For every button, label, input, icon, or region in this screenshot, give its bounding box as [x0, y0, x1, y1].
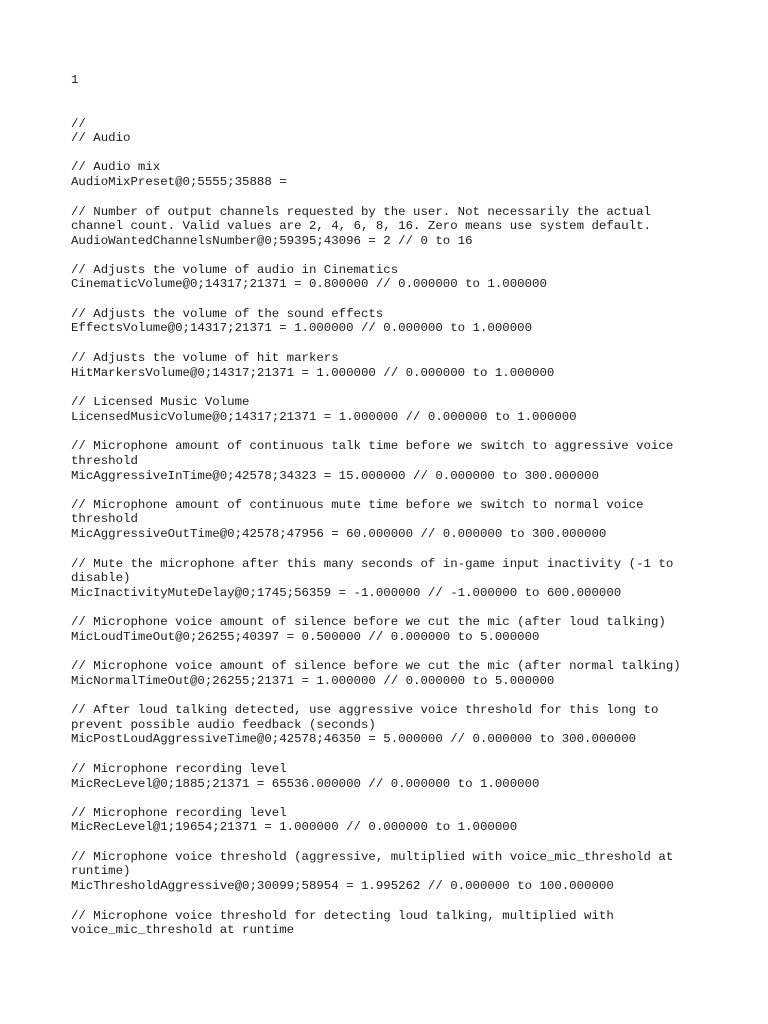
comment-line: channel count. Valid values are 2, 4, 6, 8, 16. Zero means use system default.	[71, 219, 651, 233]
page-number: 1	[71, 73, 79, 87]
comment-line: // Adjusts the volume of audio in Cinematics	[71, 263, 399, 277]
setting-line: MicRecLevel@1;19654;21371 = 1.000000 // 0.000000 to 1.000000	[71, 820, 518, 834]
setting-line: MicPostLoudAggressiveTime@0;42578;46350 = 5.000000 // 0.000000 to 300.000000	[71, 732, 637, 746]
comment-line: // Microphone voice amount of silence before we cut the mic (after normal talking)	[71, 659, 681, 673]
setting-line: MicAggressiveOutTime@0;42578;47956 = 60.000000 // 0.000000 to 300.000000	[71, 527, 607, 541]
comment-line: // Mute the microphone after this many seconds of in-game input inactivity (-1 to	[71, 557, 674, 571]
setting-line: MicThresholdAggressive@0;30099;58954 = 1.995262 // 0.000000 to 100.000000	[71, 879, 614, 893]
comment-line: // Microphone voice amount of silence before we cut the mic (after loud talking)	[71, 615, 666, 629]
comment-line: // Microphone voice threshold for detecting loud talking, multiplied with	[71, 909, 614, 923]
setting-line: HitMarkersVolume@0;14317;21371 = 1.000000 // 0.000000 to 1.000000	[71, 366, 555, 380]
setting-line: EffectsVolume@0;14317;21371 = 1.000000 // 0.000000 to 1.000000	[71, 321, 533, 335]
setting-line: AudioMixPreset@0;5555;35888 =	[71, 175, 287, 189]
comment-line: // Adjusts the volume of the sound effects	[71, 307, 384, 321]
setting-line: MicNormalTimeOut@0;26255;21371 = 1.000000 // 0.000000 to 5.000000	[71, 674, 555, 688]
comment-line: threshold	[71, 512, 138, 526]
setting-line: MicLoudTimeOut@0;26255;40397 = 0.500000 // 0.000000 to 5.000000	[71, 630, 540, 644]
comment-line: disable)	[71, 571, 131, 585]
comment-line: voice_mic_threshold at runtime	[71, 923, 295, 937]
comment-line: // Microphone recording level	[71, 806, 287, 820]
setting-line: LicensedMusicVolume@0;14317;21371 = 1.000000 // 0.000000 to 1.000000	[71, 410, 577, 424]
setting-line: MicInactivityMuteDelay@0;1745;56359 = -1.000000 // -1.000000 to 600.000000	[71, 586, 622, 600]
comment-line: // Microphone amount of continuous mute time before we switch to normal voice	[71, 498, 644, 512]
comment-line: // Microphone amount of continuous talk time before we switch to aggressive voice	[71, 439, 674, 453]
comment-line: // After loud talking detected, use aggressive voice threshold for this long to	[71, 703, 659, 717]
setting-line: MicAggressiveInTime@0;42578;34323 = 15.000000 // 0.000000 to 300.000000	[71, 469, 599, 483]
setting-line: AudioWantedChannelsNumber@0;59395;43096 = 2 // 0 to 16	[71, 234, 473, 248]
comment-line: // Licensed Music Volume	[71, 395, 250, 409]
setting-line: MicRecLevel@0;1885;21371 = 65536.000000 // 0.000000 to 1.000000	[71, 777, 540, 791]
comment-line: // Microphone recording level	[71, 762, 287, 776]
comment-line: // Number of output channels requested by the user. Not necessarily the actual	[71, 205, 651, 219]
section-heading: // Audio	[71, 131, 131, 145]
comment-line: // Adjusts the volume of hit markers	[71, 351, 339, 365]
comment-line: runtime)	[71, 864, 131, 878]
comment-line: // Microphone voice threshold (aggressive, multiplied with voice_mic_threshold at	[71, 850, 674, 864]
comment-line: threshold	[71, 454, 138, 468]
setting-line: CinematicVolume@0;14317;21371 = 0.800000 // 0.000000 to 1.000000	[71, 277, 547, 291]
comment-line: //	[71, 117, 86, 131]
comment-line: prevent possible audio feedback (seconds)	[71, 718, 376, 732]
comment-line: // Audio mix	[71, 160, 161, 174]
